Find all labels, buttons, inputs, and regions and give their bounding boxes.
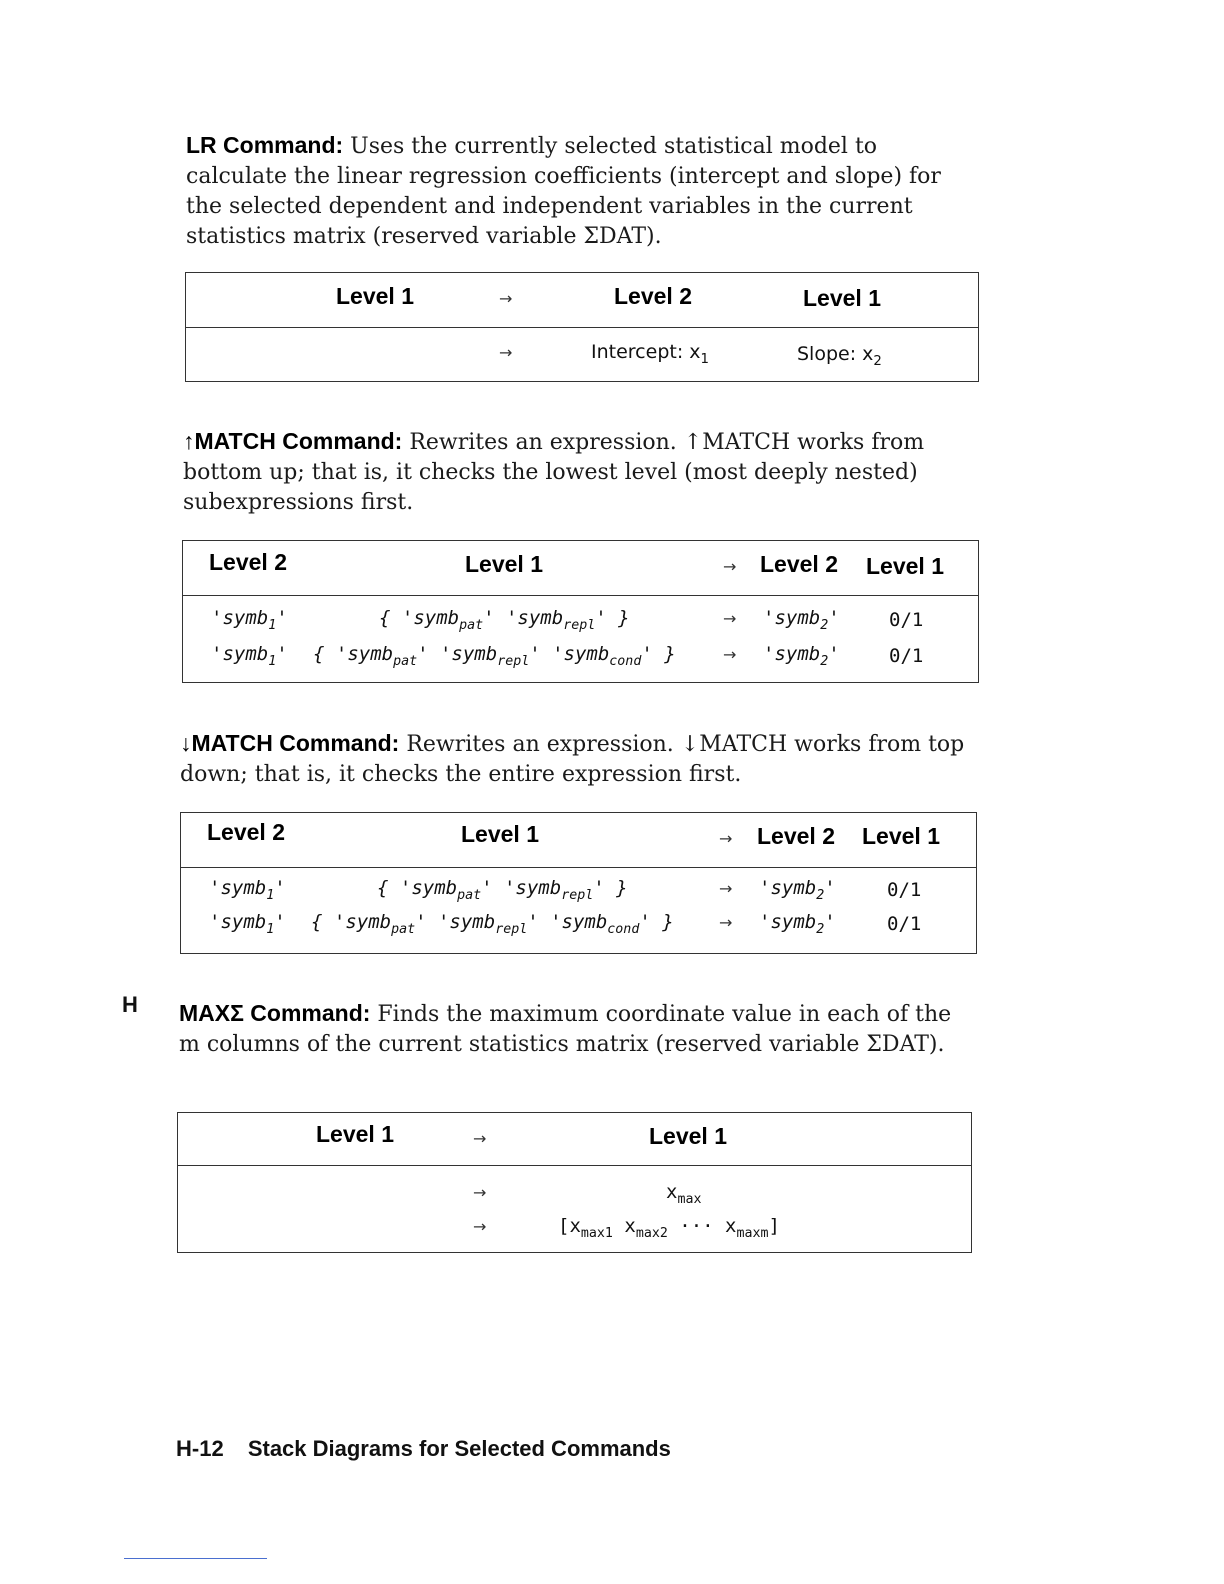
maxsigma-header-level1-in: Level 1	[316, 1121, 394, 1147]
lr-header-arrow: →	[499, 289, 513, 308]
upmatch-row1-out-level2: 'symb$_2$'	[763, 607, 840, 633]
downmatch-paragraph	[180, 728, 970, 790]
downmatch-header-level1-in: Level 1	[461, 821, 539, 847]
upmatch-header-arrow: →	[723, 557, 737, 576]
downmatch-header-level2-in: Level 2	[207, 819, 285, 845]
upmatch-header-level1-in: Level 1	[465, 551, 543, 577]
upmatch-row1-out-level1: 0/1	[889, 609, 924, 631]
maxsigma-title: MAXΣ Command:	[179, 1000, 371, 1026]
lr-paragraph	[186, 130, 976, 252]
lr-intercept: Intercept: $x_1$	[591, 341, 709, 367]
upmatch-row1-arrow: →	[723, 609, 737, 628]
maxsigma-row1-result: $x_{max}$	[666, 1181, 702, 1207]
upmatch-row2-out-level2: 'symb$_2$'	[763, 643, 840, 669]
maxsigma-header-level1-out: Level 1	[649, 1123, 727, 1149]
downmatch-row1-arrow: →	[719, 879, 733, 898]
lr-header-level1-out: Level 1	[803, 285, 881, 311]
downmatch-text: Rewrites an expression. ↓MATCH works from top down; that is, it checks the entire expression first.	[180, 732, 965, 787]
upmatch-row2-out-level1: 0/1	[889, 645, 924, 667]
upmatch-header-level2-out: Level 2	[760, 551, 838, 577]
footer-title: Stack Diagrams for Selected Commands	[247, 1436, 671, 1461]
lr-row-arrow: →	[499, 343, 513, 362]
upmatch-row2-level2: 'symb$_1$'	[211, 643, 288, 669]
downmatch-row1-out-level1: 0/1	[887, 879, 922, 901]
upmatch-row1-level2: 'symb$_1$'	[211, 607, 288, 633]
downmatch-stack-table	[180, 812, 977, 954]
lr-text: Uses the currently selected statistical model to calculate the linear regression coefficients (intercept and slope) for the selected dependent and independent variables in the current statistics matrix (reserved variable ΣDAT).	[186, 134, 941, 249]
footer-rule	[124, 1558, 267, 1559]
maxsigma-text: Finds the maximum coordinate value in each of the m columns of the current statistics matrix (reserved variable ΣDAT).	[179, 1002, 952, 1057]
section-tab-letter: H	[122, 992, 138, 1017]
downmatch-header-arrow: →	[719, 829, 733, 848]
lr-header-level2-out: Level 2	[614, 283, 692, 309]
upmatch-header-level1-out: Level 1	[866, 553, 944, 579]
downmatch-row1-out-level2: 'symb$_2$'	[759, 877, 836, 903]
downmatch-row2-out-level2: 'symb$_2$'	[759, 911, 836, 937]
maxsigma-paragraph	[179, 998, 969, 1060]
maxsigma-header-arrow: →	[473, 1129, 487, 1148]
page-number: H-12	[176, 1436, 224, 1461]
upmatch-row1-level1: { 'symb$_{pat}$' 'symb$_{repl}$' }	[379, 607, 630, 633]
upmatch-row2-level1: { 'symb$_{pat}$' 'symb$_{repl}$' 'symb$_{cond}$' }	[313, 643, 676, 669]
upmatch-text: Rewrites an expression. ↑MATCH works from bottom up; that is, it checks the lowest level (most deeply nested) subexpressions first.	[183, 430, 925, 515]
maxsigma-stack-table	[177, 1112, 972, 1253]
downmatch-title: ↓MATCH Command:	[180, 730, 400, 756]
upmatch-stack-table	[182, 540, 979, 683]
maxsigma-row2-result: [$x_{max1}$ $x_{max2}$ ··· $x_{maxm}$]	[558, 1215, 780, 1241]
downmatch-row1-level1: { 'symb$_{pat}$' 'symb$_{repl}$' }	[377, 877, 628, 903]
downmatch-row2-level1: { 'symb$_{pat}$' 'symb$_{repl}$' 'symb$_{cond}$' }	[311, 911, 674, 937]
lr-header-level1-in: Level 1	[336, 283, 414, 309]
page-footer	[176, 1436, 671, 1462]
downmatch-row2-arrow: →	[719, 913, 733, 932]
upmatch-row2-arrow: →	[723, 645, 737, 664]
upmatch-title: ↑MATCH Command:	[183, 428, 403, 454]
lr-title: LR Command:	[186, 132, 344, 158]
maxsigma-row2-arrow: →	[473, 1217, 487, 1236]
upmatch-paragraph	[183, 426, 973, 518]
downmatch-header-level2-out: Level 2	[757, 823, 835, 849]
downmatch-row1-level2: 'symb$_1$'	[209, 877, 286, 903]
downmatch-row2-out-level1: 0/1	[887, 913, 922, 935]
downmatch-header-level1-out: Level 1	[862, 823, 940, 849]
downmatch-row2-level2: 'symb$_1$'	[209, 911, 286, 937]
maxsigma-row1-arrow: →	[473, 1183, 487, 1202]
lr-slope: Slope: $x_2$	[797, 343, 882, 369]
upmatch-header-level2-in: Level 2	[209, 549, 287, 575]
lr-stack-table	[185, 272, 979, 382]
